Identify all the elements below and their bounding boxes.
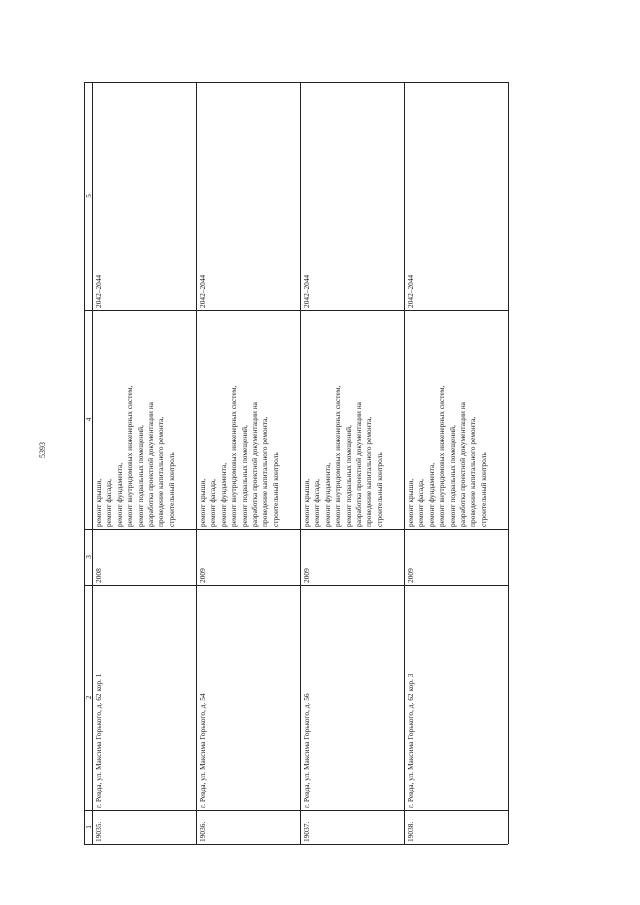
row-address: г. Ревда, ул. Максима Горького, д. 54 <box>198 693 207 808</box>
row-year: 2009 <box>406 568 415 583</box>
row-period: 2042–2044 <box>406 274 415 308</box>
row-number: 19037. <box>302 821 311 842</box>
row-address: г. Ревда, ул. Максима Горького, д. 62 кор. 1 <box>94 673 103 808</box>
row-year: 2009 <box>198 568 207 583</box>
row-works: ремонт крыши, ремонт фасада, ремонт фундамента, ремонт внутридомовых инженерных систем, ремонт подвальных помещений, разработка проектной документации на проведение капитального ремонта, строительный контроль <box>198 385 280 527</box>
row-number: 19038. <box>406 821 415 842</box>
row-address: г. Ревда, ул. Максима Горького, д. 56 <box>302 693 311 808</box>
row-period: 2042–2044 <box>94 274 103 308</box>
page-number: 5393 <box>38 442 47 458</box>
row-works: ремонт крыши, ремонт фасада, ремонт фундамента, ремонт внутридомовых инженерных систем, ремонт подвальных помещений, разработка проектной документации на проведение капитального ремонта, строительный контроль <box>94 385 176 527</box>
header-col-2: 2 <box>85 695 93 700</box>
row-year: 2008 <box>94 568 103 583</box>
row-works: ремонт крыши, ремонт фасада, ремонт фундамента, ремонт внутридомовых инженерных систем, ремонт подвальных помещений, разработка проектной документации на проведение капитального ремонта, строительный контроль <box>302 385 384 527</box>
row-number: 19035. <box>94 821 103 842</box>
row-address: г. Ревда, ул. Максима Горького, д. 62 кор. 3 <box>406 673 415 808</box>
header-col-3: 3 <box>85 555 93 559</box>
row-works: ремонт крыши, ремонт фасада, ремонт фундамента, ремонт внутридомовых инженерных систем, ремонт подвальных помещений, разработка проектной документации на проведение капитального ремонта, строительный контроль <box>406 385 488 527</box>
repair-schedule-table <box>84 82 508 844</box>
header-col-4: 4 <box>85 417 93 422</box>
row-number: 19036. <box>198 821 207 842</box>
header-col-1: 1 <box>85 825 93 829</box>
row-year: 2009 <box>302 568 311 583</box>
row-period: 2042–2044 <box>198 274 207 308</box>
row-period: 2042–2044 <box>302 274 311 308</box>
header-col-5: 5 <box>85 194 93 198</box>
